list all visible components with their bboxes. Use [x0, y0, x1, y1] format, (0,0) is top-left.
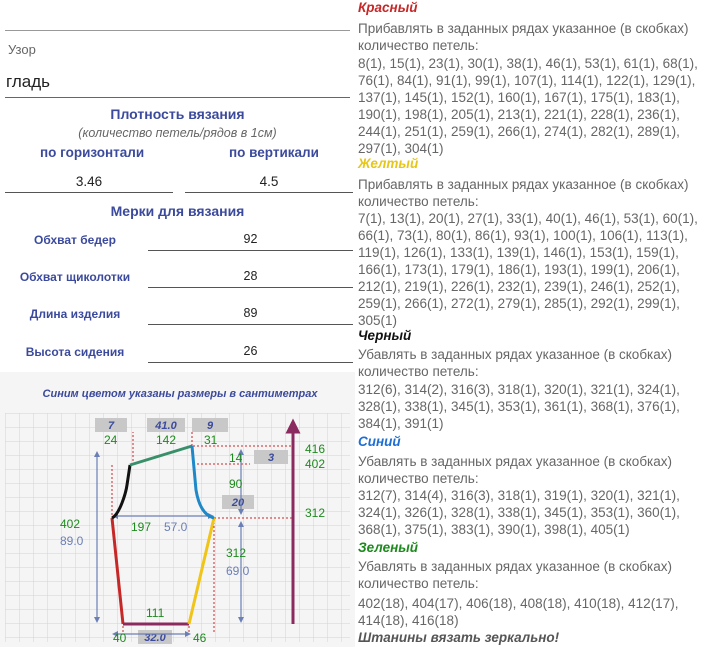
red-section-title: Красный	[358, 0, 418, 15]
diagram-caption: Синим цветом указаны размеры в сантиметрах	[42, 388, 318, 400]
seat-height-input[interactable]: 26	[243, 344, 258, 358]
pattern-diagram	[0, 372, 355, 647]
box-20-text: 20	[231, 497, 245, 509]
label-402-right: 402	[305, 457, 326, 471]
pattern-field-underline	[5, 97, 350, 98]
box-7-text: 7	[107, 420, 115, 432]
label-90: 90	[229, 477, 243, 491]
black-section-title: Черный	[358, 328, 412, 343]
yellow-section-title: Желтый	[358, 156, 419, 171]
green-section-values: 402(18), 404(17), 406(18), 408(18), 410(18), 412(17), 414(18), 416(18)	[358, 596, 679, 628]
black-section-text: Убавлять в заданных рядах указанное (в скобках) количество петель:	[358, 347, 673, 379]
label-197: 197	[131, 520, 152, 534]
hip-girth-label: Обхват бедер	[34, 233, 116, 247]
vertical-input-underline	[185, 192, 353, 193]
yellow-section-text: Прибавлять в заданных рядах указанное (в скобках) количество петель:	[358, 177, 689, 209]
label-111: 111	[146, 606, 165, 620]
hip-girth-underline	[148, 250, 353, 251]
seat-height-underline	[148, 362, 353, 363]
density-subtitle: (количество петель/рядов в 1см)	[78, 126, 277, 140]
box-9-text: 9	[206, 420, 214, 432]
red-section-text: Прибавлять в заданных рядах указанное (в скобках) количество петель:	[358, 21, 689, 53]
box-41-text: 41.0	[155, 420, 177, 432]
top-field-underline	[5, 30, 350, 31]
label-31: 31	[204, 433, 218, 447]
hip-girth-input[interactable]: 92	[243, 232, 258, 246]
length-label: Длина изделия	[29, 307, 121, 321]
box-32-text: 32.0	[144, 632, 166, 644]
horizontal-input-underline	[5, 192, 173, 193]
label-14: 14	[229, 451, 243, 465]
label-69-cm: 69.0	[226, 564, 250, 578]
label-40: 40	[113, 631, 127, 645]
green-section-text: Убавлять в заданных рядах указанное (в скобках) количество петель:	[358, 559, 673, 591]
label-312-right: 312	[305, 506, 326, 520]
seat-height-label: Высота сидения	[25, 345, 125, 359]
yellow-section-values: 7(1), 13(1), 20(1), 27(1), 33(1), 40(1), 46(1), 53(1), 60(1), 66(1), 73(1), 80(1), 86(1), 93(1), 100(1), 106(1), 113(1), 119(1), 126(1), 133(1), 139(1), 146(1), 153(1), 159(1), 166(1), 173(1), 179(1), 186(1), 193(1), 199(1), 206(1), 212(1), 219(1), 226(1), 232(1), 239(1), 246(1), 252(1), 259(1), 266(1), 272(1), 279(1), 285(1), 292(1), 299(1), 305(1)	[358, 211, 698, 328]
label-46: 46	[193, 631, 207, 645]
box-3-text: 3	[267, 452, 275, 464]
density-title: Плотность вязания	[110, 106, 245, 122]
red-section-values: 8(1), 15(1), 23(1), 30(1), 38(1), 46(1), 53(1), 61(1), 68(1), 76(1), 84(1), 91(1), 99(1), 107(1), 114(1), 122(1), 129(1), 137(1), 145(1), 152(1), 160(1), 167(1), 175(1), 183(1), 190(1), 198(1), 205(1), 213(1), 221(1), 228(1), 236(1), 244(1), 251(1), 259(1), 266(1), 274(1), 282(1), 289(1), 297(1), 304(1)	[358, 56, 698, 156]
vertical-density-input[interactable]: 4.5	[259, 174, 279, 189]
ankle-girth-input[interactable]: 28	[243, 269, 258, 283]
measurements-title: Мерки для вязания	[110, 203, 245, 219]
label-416: 416	[305, 442, 326, 456]
label-89-cm: 89.0	[60, 534, 84, 548]
blue-section-values: 312(7), 314(4), 316(3), 318(1), 319(1), 320(1), 321(1), 324(1), 326(1), 328(1), 338(1), 345(1), 353(1), 360(1), 368(1), 375(1), 383(1), 390(1), 398(1), 405(1)	[358, 488, 680, 537]
black-section-values: 312(6), 314(2), 316(3), 318(1), 320(1), 321(1), 324(1), 328(1), 338(1), 345(1), 353(1), 361(1), 368(1), 376(1), 384(1), 391(1)	[358, 382, 680, 431]
blue-section-text: Убавлять в заданных рядах указанное (в скобках) количество петель:	[358, 454, 673, 486]
length-underline	[148, 324, 353, 325]
vertical-label: по вертикали	[229, 145, 319, 160]
pattern-label: Узор	[8, 42, 36, 57]
blue-section-title: Синий	[358, 434, 401, 449]
diagram-svg	[0, 372, 355, 647]
mirror-note: Штанины вязать зеркально!	[358, 630, 560, 645]
green-section-title: Зеленый	[358, 540, 419, 555]
pattern-field[interactable]: гладь	[6, 72, 50, 91]
label-402-left: 402	[60, 517, 81, 531]
instructions-panel	[358, 0, 708, 647]
label-312-mid: 312	[226, 546, 247, 560]
length-input[interactable]: 89	[243, 306, 258, 320]
label-57-cm: 57.0	[164, 520, 188, 534]
label-142: 142	[156, 433, 177, 447]
label-24: 24	[104, 433, 118, 447]
horizontal-label: по горизонтали	[40, 145, 145, 160]
horizontal-density-input[interactable]: 3.46	[75, 174, 103, 189]
ankle-girth-label: Обхват щиколотки	[19, 270, 131, 284]
ankle-girth-underline	[148, 287, 353, 288]
